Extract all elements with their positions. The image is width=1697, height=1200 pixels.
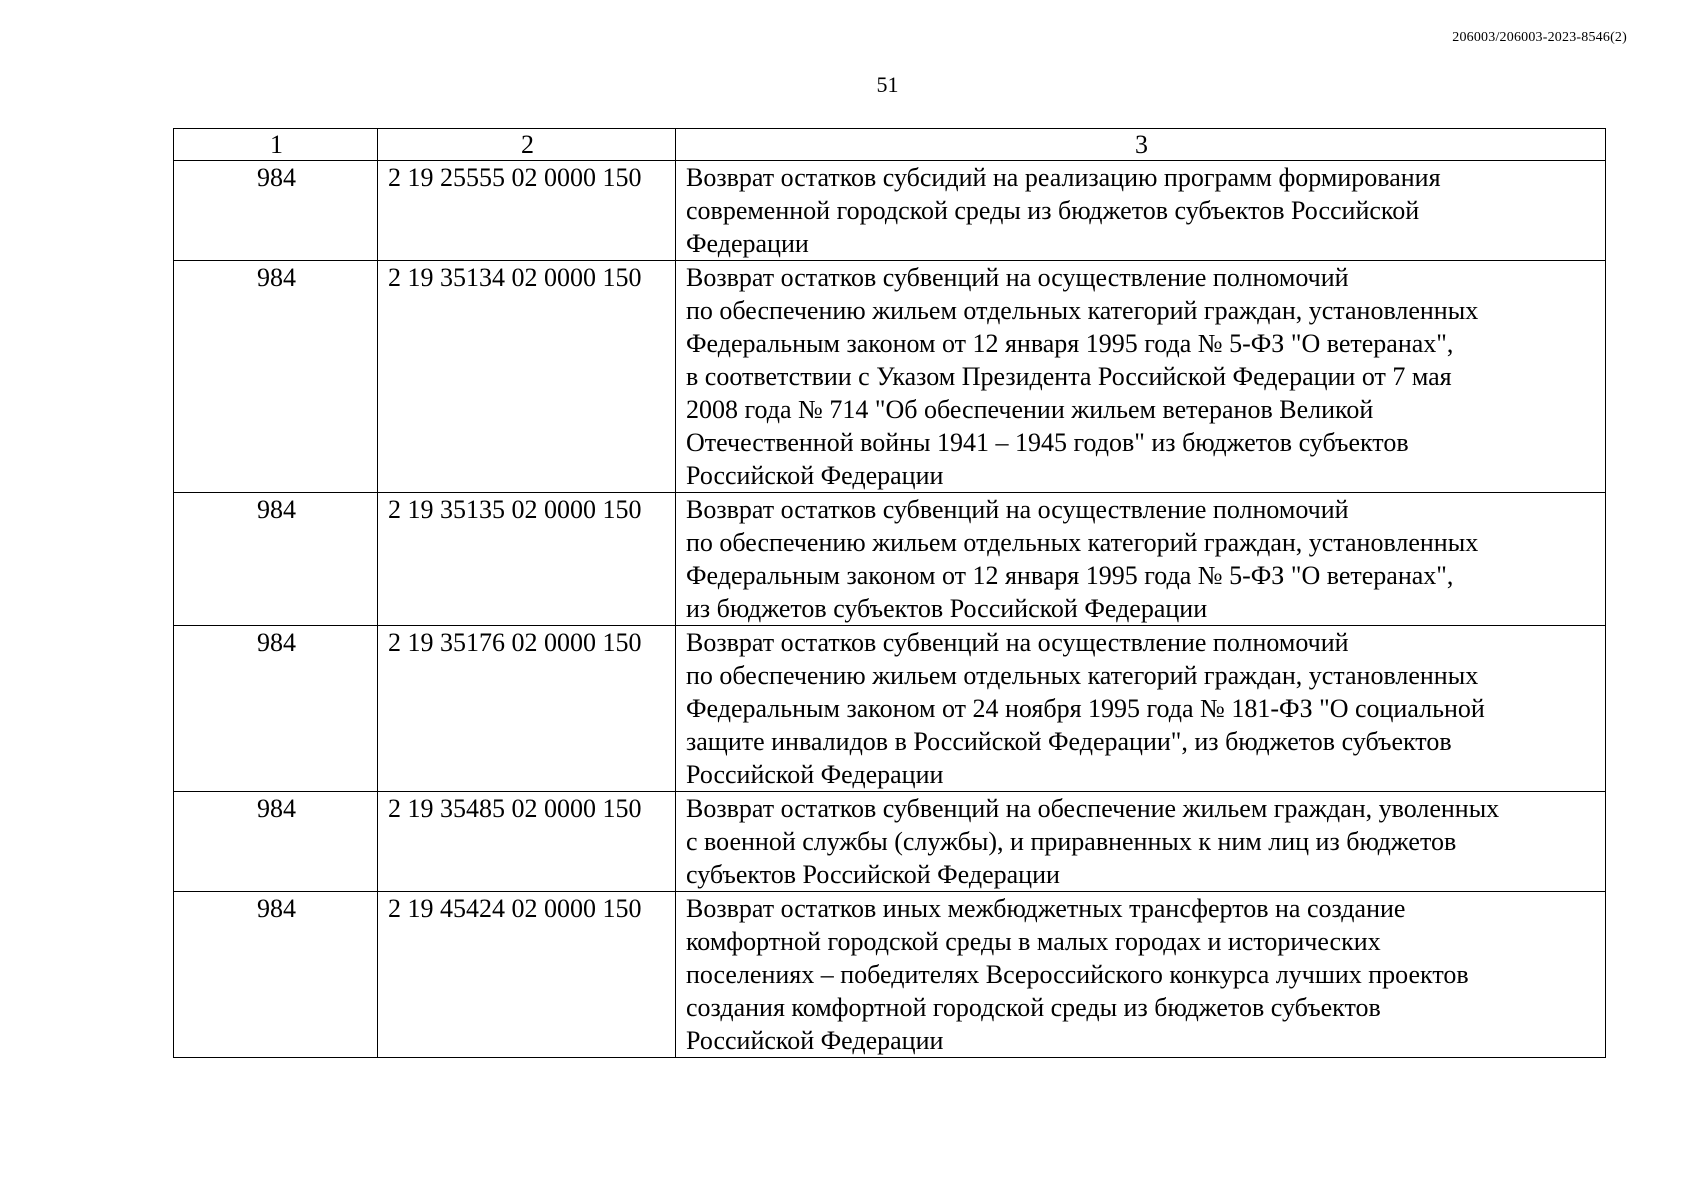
admin-code-cell: 984: [174, 892, 378, 1058]
revenue-name-line: Федеральным законом от 12 января 1995 года № 5-ФЗ "О ветеранах",: [686, 561, 1454, 590]
revenue-name-line: Российской Федерации: [686, 760, 944, 789]
revenue-name-line: с военной службы (службы), и приравненных к ним лиц из бюджетов: [686, 827, 1457, 856]
budget-classification-code-cell: 2 19 45424 02 0000 150: [378, 892, 676, 1058]
revenue-name-cell: [676, 161, 1606, 261]
revenue-name-line: Возврат остатков субвенций на обеспечение жильем граждан, уволенных: [686, 794, 1500, 823]
table-body: [174, 161, 1606, 1058]
revenue-name-line: защите инвалидов в Российской Федерации", из бюджетов субъектов: [686, 727, 1452, 756]
revenue-name-cell: [676, 493, 1606, 626]
revenue-name-line: из бюджетов субъектов Российской Федерации: [686, 594, 1208, 623]
revenue-name-line: Возврат остатков субвенций на осуществление полномочий: [686, 495, 1349, 524]
budget-classification-code-cell: 2 19 35134 02 0000 150: [378, 261, 676, 493]
table-row: [174, 892, 1606, 1058]
budget-classification-code-cell: 2 19 35135 02 0000 150: [378, 493, 676, 626]
table-row: [174, 161, 1606, 261]
admin-code-cell: 984: [174, 493, 378, 626]
revenue-name-line: Возврат остатков субсидий на реализацию программ формирования: [686, 163, 1441, 192]
revenue-name-line: Возврат остатков субвенций на осуществление полномочий: [686, 263, 1349, 292]
admin-code-cell: 984: [174, 261, 378, 493]
table-row: [174, 261, 1606, 493]
table-row: [174, 792, 1606, 892]
budget-codes-table: [173, 128, 1606, 1058]
revenue-name-line: Федеральным законом от 24 ноября 1995 года № 181-ФЗ "О социальной: [686, 694, 1485, 723]
revenue-name-line: по обеспечению жильем отдельных категорий граждан, установленных: [686, 528, 1479, 557]
admin-code-cell: 984: [174, 161, 378, 261]
revenue-name-line: Возврат остатков субвенций на осуществление полномочий: [686, 628, 1349, 657]
admin-code-cell: 984: [174, 626, 378, 792]
revenue-name-line: Федеральным законом от 12 января 1995 года № 5-ФЗ "О ветеранах",: [686, 329, 1454, 358]
revenue-name-cell: [676, 792, 1606, 892]
admin-code-cell: 984: [174, 792, 378, 892]
revenue-name-line: субъектов Российской Федерации: [686, 860, 1060, 889]
column-header-3: 3: [676, 129, 1606, 161]
table-row: [174, 493, 1606, 626]
revenue-name-cell: [676, 892, 1606, 1058]
revenue-name-line: по обеспечению жильем отдельных категорий граждан, установленных: [686, 296, 1479, 325]
revenue-name-line: в соответствии с Указом Президента Российской Федерации от 7 мая: [686, 362, 1452, 391]
revenue-name-line: Российской Федерации: [686, 1026, 944, 1055]
document-id: 206003/206003-2023-8546(2): [1452, 30, 1627, 45]
table-header-row: [174, 129, 1606, 161]
budget-classification-code-cell: 2 19 35176 02 0000 150: [378, 626, 676, 792]
revenue-name-line: комфортной городской среды в малых городах и исторических: [686, 927, 1381, 956]
revenue-name-line: современной городской среды из бюджетов субъектов Российской: [686, 196, 1420, 225]
revenue-name-line: поселениях – победителях Всероссийского конкурса лучших проектов: [686, 960, 1469, 989]
revenue-name-line: создания комфортной городской среды из бюджетов субъектов: [686, 993, 1381, 1022]
revenue-name-cell: [676, 261, 1606, 493]
page-number: 51: [876, 72, 899, 97]
column-header-2: 2: [378, 129, 676, 161]
table-row: [174, 626, 1606, 792]
revenue-name-line: Российской Федерации: [686, 461, 944, 490]
revenue-name-cell: [676, 626, 1606, 792]
revenue-name-line: 2008 года № 714 "Об обеспечении жильем ветеранов Великой: [686, 395, 1374, 424]
revenue-name-line: по обеспечению жильем отдельных категорий граждан, установленных: [686, 661, 1479, 690]
column-header-1: 1: [174, 129, 378, 161]
revenue-name-line: Отечественной войны 1941 – 1945 годов" из бюджетов субъектов: [686, 428, 1409, 457]
budget-classification-code-cell: 2 19 25555 02 0000 150: [378, 161, 676, 261]
budget-classification-code-cell: 2 19 35485 02 0000 150: [378, 792, 676, 892]
revenue-name-line: Возврат остатков иных межбюджетных трансфертов на создание: [686, 894, 1406, 923]
revenue-name-line: Федерации: [686, 229, 809, 258]
